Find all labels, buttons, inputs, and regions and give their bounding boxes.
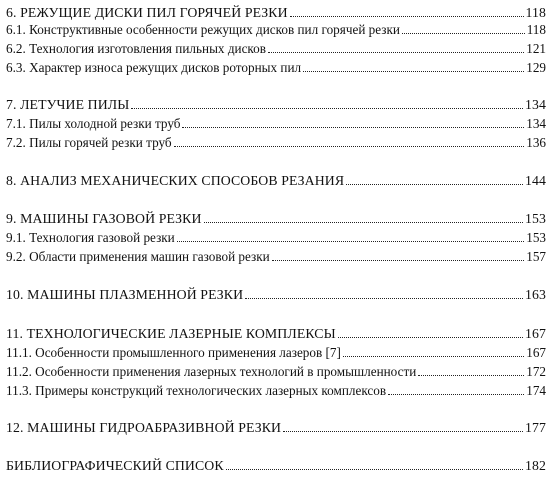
dot-leader: [346, 184, 523, 185]
toc-entry-title: 7.1. Пилы холодной резки труб: [6, 116, 181, 131]
toc-entry-page: 177: [525, 420, 546, 435]
toc-entry-page: 121: [526, 41, 546, 56]
dot-leader: [338, 337, 523, 338]
toc-entry-chapter-11: [6, 324, 546, 341]
toc-entry-page: 129: [526, 60, 546, 75]
dot-leader: [388, 394, 524, 395]
toc-entry-chapter-7: [6, 95, 546, 112]
toc-entry-page: 153: [525, 211, 546, 226]
toc-entry-title: 11. ТЕХНОЛОГИЧЕСКИЕ ЛАЗЕРНЫЕ КОМПЛЕКСЫ: [6, 326, 336, 341]
dot-leader: [290, 16, 524, 17]
toc-entry-title: БИБЛИОГРАФИЧЕСКИЙ СПИСОК: [6, 458, 224, 473]
toc-entry-page: 144: [525, 173, 546, 188]
toc-entry-title: 10. МАШИНЫ ПЛАЗМЕННОЙ РЕЗКИ: [6, 287, 244, 302]
toc-entry-title: 9. МАШИНЫ ГАЗОВОЙ РЕЗКИ: [6, 211, 202, 226]
toc-entry-section-11-1: [6, 343, 546, 360]
toc-entry-title: 12. МАШИНЫ ГИДРОАБРАЗИВНОЙ РЕЗКИ: [6, 420, 282, 435]
toc-entry-title: 7. ЛЕТУЧИЕ ПИЛЫ: [6, 97, 130, 112]
toc-entry-title: 11.3. Примеры конструкций технологических лазерных комплексов: [6, 383, 387, 398]
toc-entry-title: 11.2. Особенности применения лазерных технологий в промышленности: [6, 364, 417, 379]
dot-leader: [402, 33, 525, 34]
toc-entry-section-7-1: [6, 114, 546, 131]
dot-leader: [131, 108, 523, 109]
toc-entry-page: 163: [525, 287, 546, 302]
toc-entry-title: 6. РЕЖУЩИЕ ДИСКИ ПИЛ ГОРЯЧЕЙ РЕЗКИ: [6, 5, 288, 20]
toc-entry-title: 9.1. Технология газовой резки: [6, 230, 175, 245]
toc-entry-chapter-12: [6, 418, 546, 435]
dot-leader: [177, 241, 524, 242]
toc-entry-section-11-2: [6, 362, 546, 379]
toc-entry-title: 11.1. Особенности промышленного применения лазеров [7]: [6, 345, 341, 360]
toc-entry-page: 174: [526, 383, 546, 398]
toc-entry-page: 134: [525, 97, 546, 112]
toc-entry-section-11-3: [6, 381, 546, 398]
dot-leader: [182, 127, 524, 128]
toc-entry-page: 136: [526, 135, 546, 150]
toc-entry-title: 6.2. Технология изготовления пильных дисков: [6, 41, 266, 56]
toc-entry-page: 167: [526, 345, 546, 360]
toc-entry-page: 157: [526, 249, 546, 264]
toc-entry-page: 153: [526, 230, 546, 245]
toc-entry-chapter-9: [6, 209, 546, 226]
toc-entry-page: 118: [525, 5, 546, 20]
toc-entry-page: 182: [525, 458, 546, 473]
dot-leader: [272, 260, 525, 261]
dot-leader: [226, 469, 523, 470]
toc-entry-section-9-1: [6, 228, 546, 245]
dot-leader: [418, 375, 524, 376]
toc-entry-page: 134: [526, 116, 546, 131]
toc-entry-section-6-1: [6, 20, 546, 37]
dot-leader: [245, 298, 523, 299]
toc-entry-chapter-8: [6, 171, 546, 188]
toc-entry-bibliography: [6, 456, 546, 473]
toc-entry-title: 8. АНАЛИЗ МЕХАНИЧЕСКИХ СПОСОБОВ РЕЗАНИЯ: [6, 173, 345, 188]
dot-leader: [343, 356, 524, 357]
toc-entry-section-9-2: [6, 247, 546, 264]
toc-entry-title: 6.1. Конструктивные особенности режущих дисков пил горячей резки: [6, 22, 400, 37]
toc-entry-title: 6.3. Характер износа режущих дисков роторных пил: [6, 60, 302, 75]
toc-entry-page: 118: [526, 22, 546, 37]
toc-entry-chapter-6: [6, 3, 546, 20]
dot-leader: [204, 222, 523, 223]
toc-entry-section-7-2: [6, 133, 546, 150]
dot-leader: [303, 71, 524, 72]
toc-entry-page: 172: [526, 364, 546, 379]
toc-entry-title: 9.2. Области применения машин газовой резки: [6, 249, 270, 264]
toc-entry-title: 7.2. Пилы горячей резки труб: [6, 135, 172, 150]
toc-entry-section-6-2: [6, 39, 546, 56]
dot-leader: [268, 52, 524, 53]
toc-entry-section-6-3: [6, 58, 546, 75]
toc-entry-page: 167: [525, 326, 546, 341]
dot-leader: [174, 146, 525, 147]
dot-leader: [283, 431, 523, 432]
toc-entry-chapter-10: [6, 285, 546, 302]
